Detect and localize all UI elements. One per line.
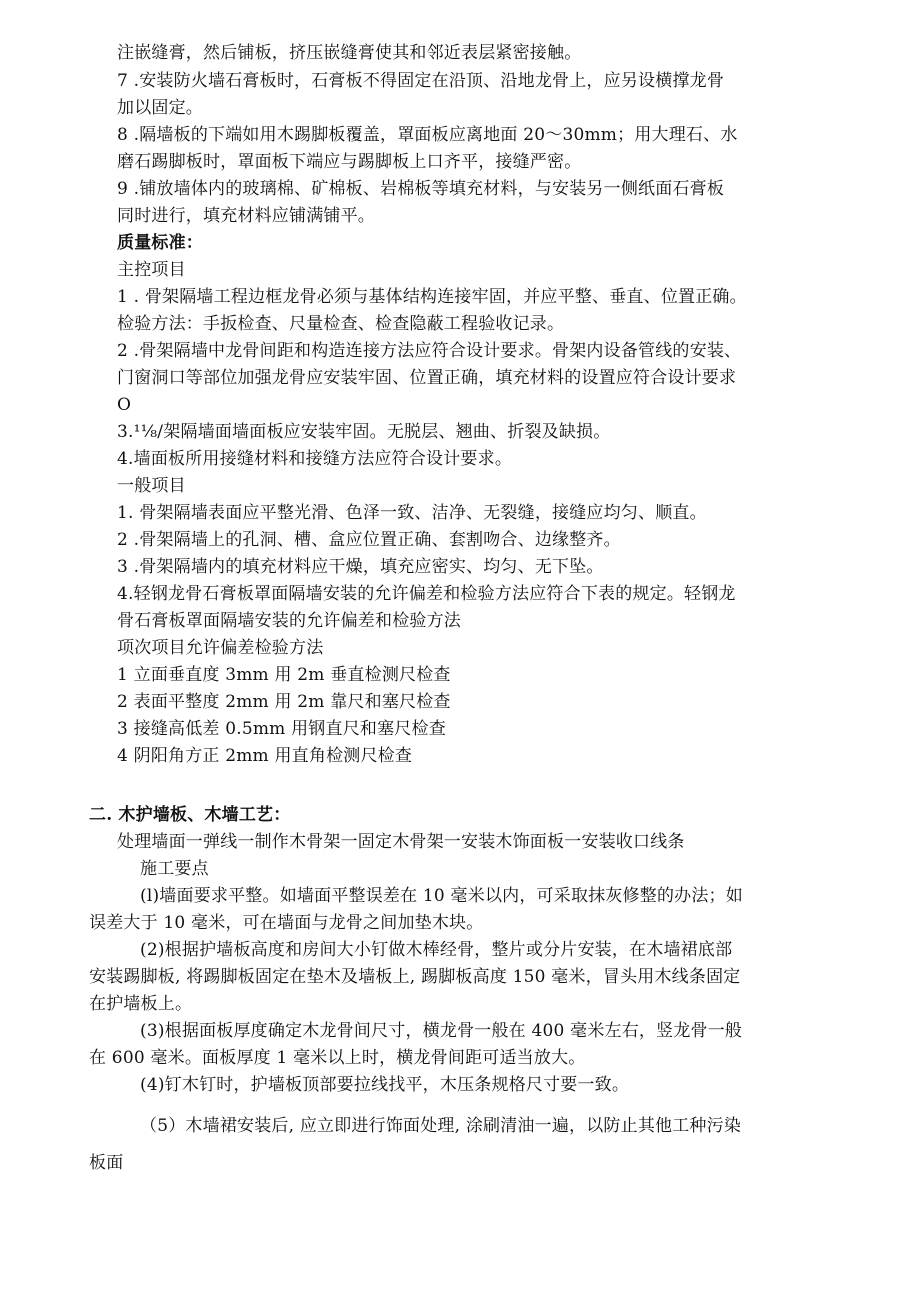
text-line: 1. 骨架隔墙表面应平整光滑、色泽一致、洁净、无裂缝，接缝应均匀、顺直。 xyxy=(117,503,707,523)
table-row: 2 表面平整度 2mm 用 2m 靠尺和塞尺检查 xyxy=(117,692,451,712)
table-row: 4 阴阳角方正 2mm 用直角检测尺检查 xyxy=(117,746,413,766)
text-line: 检验方法：手扳检查、尺量检查、检查隐蔽工程验收记录。 xyxy=(117,314,565,334)
text-line: (4)钉木钉时，护墙板顶部要拉线找平，木压条规格尺寸要一致。 xyxy=(140,1075,630,1095)
text-line: 8 .隔墙板的下端如用木踢脚板覆盖，罩面板应离地面 20～30mm；用大理石、水 xyxy=(117,125,738,145)
text-line: 4.轻钢龙骨石膏板罩面隔墙安装的允许偏差和检验方法应符合下表的规定。轻钢龙 xyxy=(117,584,736,604)
text-line: 误差大于 10 毫米，可在墙面与龙骨之间加垫木块。 xyxy=(89,913,484,933)
text-line: O xyxy=(117,395,132,415)
text-line: 处理墙面一弹线一制作木骨架一固定木骨架一安装木饰面板一安装收口线条 xyxy=(117,832,685,852)
table-row: 1 立面垂直度 3mm 用 2m 垂直检测尺检查 xyxy=(117,665,451,685)
text-line: (l)墙面要求平整。如墙面平整误差在 10 毫米以内，可采取抹灰修整的办法；如 xyxy=(140,886,743,906)
text-line: 板面 xyxy=(89,1153,124,1173)
text-line: 磨石踢脚板时，罩面板下端应与踢脚板上口齐平，接缝严密。 xyxy=(117,152,582,172)
text-line: 同时进行，填充材料应铺满铺平。 xyxy=(117,206,375,226)
text-line: 9 .铺放墙体内的玻璃棉、矿棉板、岩棉板等填充材料，与安装另一侧纸面石膏板 xyxy=(117,179,725,199)
table-row: 3 接缝高低差 0.5mm 用钢直尺和塞尺检查 xyxy=(117,719,446,739)
subsection-heading: 主控项目 xyxy=(117,260,186,280)
text-line: 3 .骨架隔墙内的填充材料应干燥，填充应密实、均匀、无下坠。 xyxy=(117,557,604,577)
text-line: 骨石膏板罩面隔墙安装的允许偏差和检验方法 xyxy=(117,611,461,631)
text-line: 3.¹⅛/架隔墙面墙面板应安装牢固。无脱层、翘曲、折裂及缺损。 xyxy=(117,422,611,442)
text-line: (3)根据面板厚度确定木龙骨间尺寸，横龙骨一般在 400 毫米左右，竖龙骨一般 xyxy=(140,1021,743,1041)
text-line: (2)根据护墙板高度和房间大小钉做木棒经骨，整片或分片安装，在木墙裙底部 xyxy=(140,940,733,960)
text-line: 在护墙板上。 xyxy=(89,994,193,1014)
text-line: 7 .安装防火墙石膏板时，石膏板不得固定在沿顶、沿地龙骨上，应另设横撑龙骨 xyxy=(117,71,725,91)
text-line: 注嵌缝膏，然后铺板，挤压嵌缝膏使其和邻近表层紧密接触。 xyxy=(117,43,582,63)
table-header: 项次项目允许偏差检验方法 xyxy=(117,638,324,658)
text-line: （5）木墙裙安装后, 应立即进行饰面处理, 涂刷清油一遍，以防止其他工种污染 xyxy=(140,1116,742,1136)
text-line: 加以固定。 xyxy=(117,98,203,118)
text-line: 2 .骨架隔墙上的孔洞、槽、盒应位置正确、套割吻合、边缘整齐。 xyxy=(117,530,621,550)
section-heading: 质量标准： xyxy=(117,233,203,253)
text-line: 门窗洞口等部位加强龙骨应安装牢固、位置正确，填充材料的设置应符合设计要求 xyxy=(117,368,737,388)
section-heading: 二. 木护墙板、木墙工艺： xyxy=(89,805,291,825)
text-line: 安装踢脚板, 将踢脚板固定在垫木及墙板上, 踢脚板高度 150 毫米，冒头用木线条固定 xyxy=(89,967,741,987)
subsection-heading: 施工要点 xyxy=(140,859,209,879)
subsection-heading: 一般项目 xyxy=(117,476,186,496)
text-line: 在 600 毫米。面板厚度 1 毫米以上时，横龙骨间距可适当放大。 xyxy=(89,1048,586,1068)
text-line: 2 .骨架隔墙中龙骨间距和构造连接方法应符合设计要求。骨架内设备管线的安装、 xyxy=(117,341,742,361)
text-line: 1 . 骨架隔墙工程边框龙骨必须与基体结构连接牢固，并应平整、垂直、位置正确。 xyxy=(117,287,747,307)
text-line: 4.墙面板所用接缝材料和接缝方法应符合设计要求。 xyxy=(117,449,513,469)
